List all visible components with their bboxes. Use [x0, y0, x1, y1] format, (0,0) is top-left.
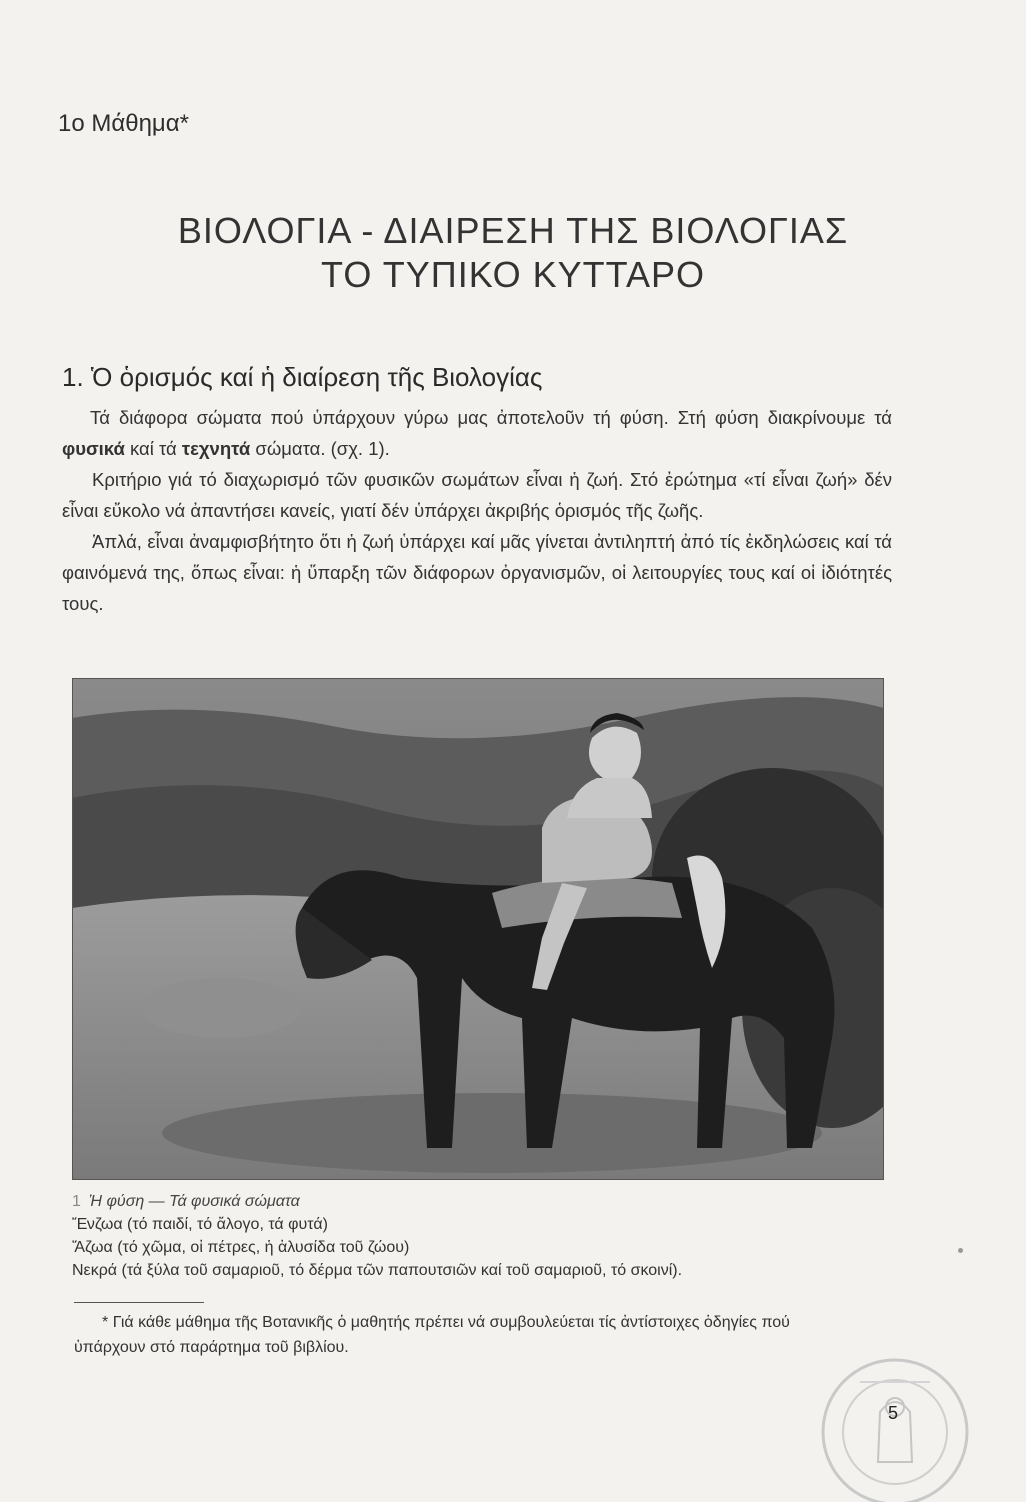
paragraph-1-text-a: Τά διάφορα σώματα πού ὑπάρχουν γύρω μας ἀποτελοῦν τή φύση. Στή φύση διακρίνουμε τά: [90, 407, 892, 428]
section-heading: 1. Ὁ ὁρισμός καί ἡ διαίρεση τῆς Βιολογίας: [62, 362, 543, 392]
term-natural: φυσικά: [62, 438, 125, 459]
figure-caption: [72, 1190, 682, 1282]
stray-dot-mark: [958, 1248, 963, 1253]
page-number: 5: [888, 1403, 899, 1423]
title-line-2: ΤΟ ΤΥΠΙΚΟ ΚΥΤΤΑΡΟ: [321, 254, 705, 295]
lesson-label: 1ο Μάθημα*: [58, 110, 189, 137]
footnote-text-1: Γιά κάθε μάθημα τῆς Βοτανικῆς ὁ μαθητής πρέπει νά συμβουλεύεται τίς ἀντίστοιχες ὁδηγίες πού: [112, 1314, 790, 1331]
footnote-divider: [74, 1302, 204, 1303]
library-stamp-seal: [800, 1352, 970, 1502]
caption-line-3: Νεκρά (τά ξύλα τοῦ σαμαριοῦ, τό δέρμα τῶν παπουτσιῶν καί τοῦ σαμαριοῦ, τό σκοινί).: [72, 1262, 683, 1279]
paragraph-1-text-b: καί τά: [124, 438, 182, 459]
caption-line-2: Ἄζωα (τό χῶμα, οἱ πέτρες, ἡ ἁλυσίδα τοῦ ζώου): [72, 1239, 410, 1256]
footnote: [74, 1310, 904, 1360]
caption-number: 1: [72, 1193, 81, 1210]
paragraph-1-text-c: σώματα. (σχ. 1).: [250, 438, 390, 459]
caption-title-row: [72, 1190, 682, 1213]
footnote-line-2: ὑπάρχουν στό παράρτημα τοῦ βιβλίου.: [74, 1339, 349, 1356]
title-line-1: ΒΙΟΛΟΓΙΑ - ΔΙΑΙΡΕΣΗ ΤΗΣ ΒΙΟΛΟΓΙΑΣ: [177, 210, 849, 251]
footnote-line-1: [74, 1310, 904, 1335]
paragraph-3: Ἁπλά, εἶναι ἀναμφισβήτητο ὅτι ἡ ζωή ὑπάρχει καί μᾶς γίνεται ἀντιληπτή ἀπό τίς ἐκδηλώσεις καί τά φαινόμενά της, ὅπως εἶναι: ἡ ὕπαρξη τῶν διάφορων ὀργανισμῶν, οἱ λειτουργίες τους καί οἱ ἰδιότητές τους.: [62, 531, 892, 614]
paragraph-1: [62, 402, 892, 464]
caption-title: Ἡ φύση — Τά φυσικά σώματα: [88, 1193, 300, 1210]
photo-illustration: [72, 678, 884, 1180]
caption-line-1: Ἔνζωα (τό παιδί, τό ἄλογο, τά φυτά): [72, 1216, 328, 1233]
footnote-marker: *: [102, 1314, 109, 1331]
body-text: [62, 402, 892, 619]
term-artificial: τεχνητά: [181, 438, 251, 459]
page-title: [0, 210, 1026, 296]
paragraph-2: Κριτήριο γιά τό διαχωρισμό τῶν φυσικῶν σωμάτων εἶναι ἡ ζωή. Στό ἐρώτημα «τί εἶναι ζωή» δέν εἶναι εὔκολο νά ἀπαντήσει κανείς, γιατί δέν ὑπάρχει ἀκριβής ὁρισμός τῆς ζωῆς.: [62, 469, 892, 521]
figure-photo-child-on-horse: [72, 678, 884, 1180]
